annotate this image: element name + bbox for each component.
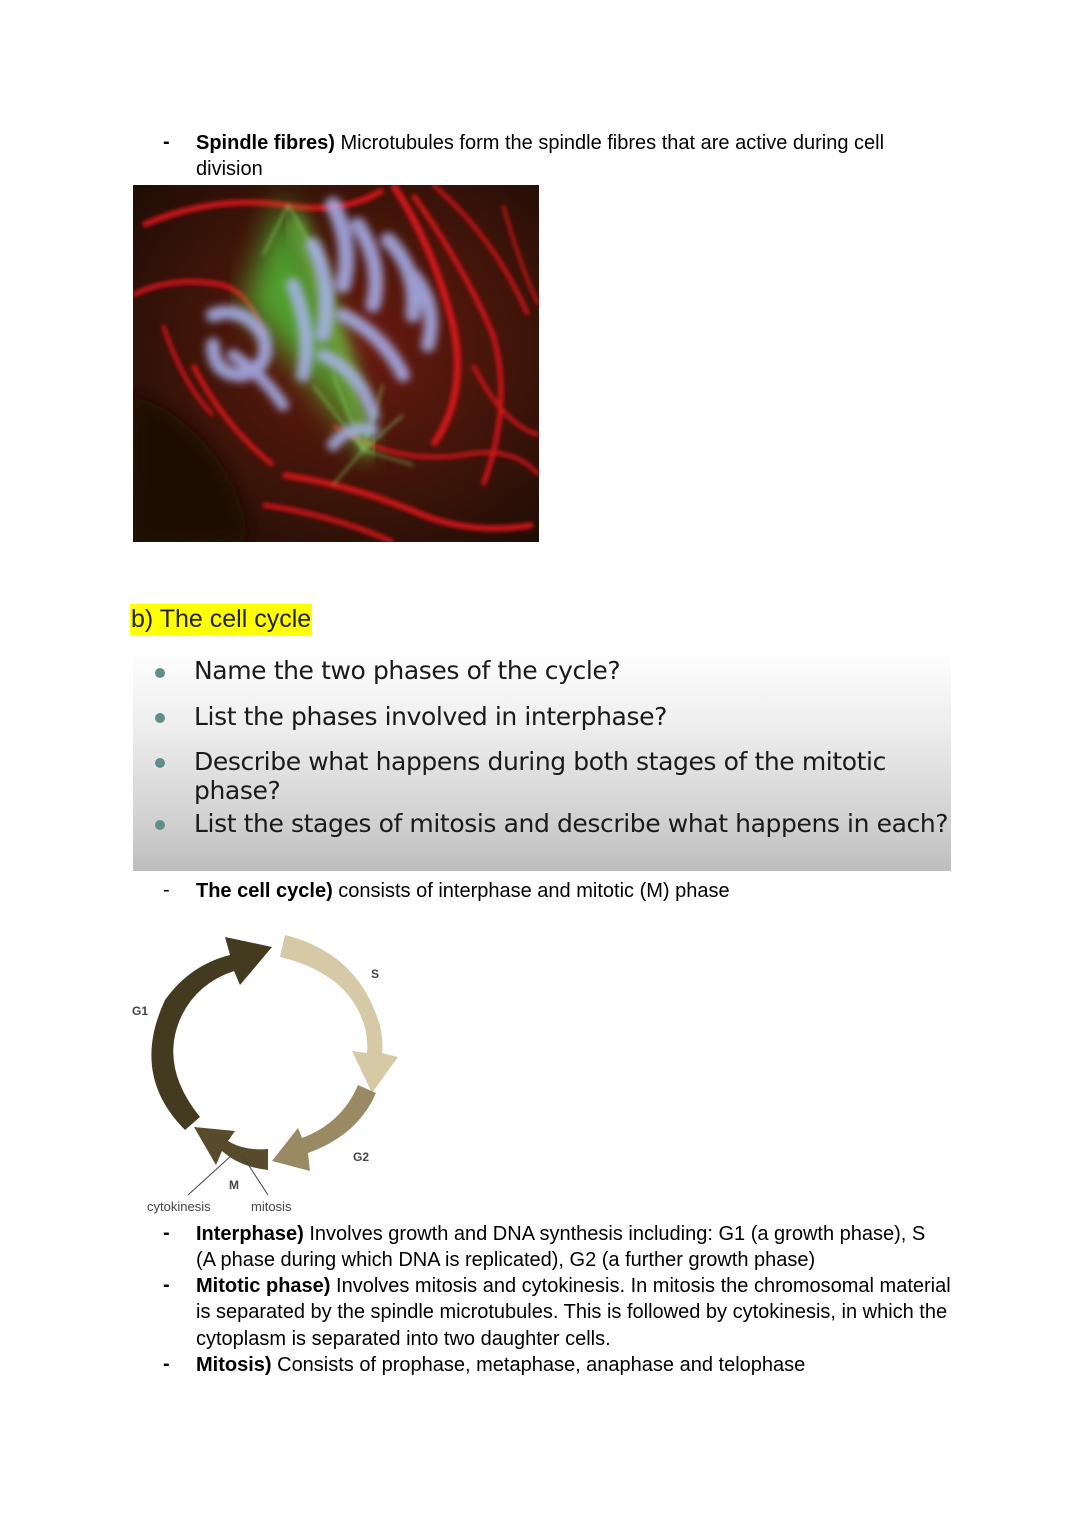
question-item: Name the two phases of the cycle? [194,656,621,685]
label-cytokinesis: cytokinesis [147,1199,211,1214]
bullet-dot-icon [155,758,165,768]
bullet-dot-icon [155,820,165,830]
cell-cycle-text: consists of interphase and mitotic (M) phase [332,880,730,902]
g1-arrow [151,937,272,1130]
question-item: List the stages of mitosis and describe what happens in each? [194,809,949,838]
cell-cycle-diagram [120,925,420,1220]
interphase-paragraph [196,1221,925,1274]
bullet-dash: - [163,1274,170,1296]
spindle-text-cont: division [196,158,263,181]
mitotic-line1: Involves mitosis and cytokinesis. In mitosis the chromosomal material [330,1275,951,1297]
mitotic-line3: cytoplasm is separated into two daughter cells. [196,1327,611,1350]
term-interphase: Interphase) [196,1223,304,1245]
cell-cycle-intro [196,878,730,904]
spindle-micrograph-image [133,185,539,542]
interphase-line1: Involves growth and DNA synthesis including: G1 (a growth phase), S [303,1223,926,1245]
section-heading: b) The cell cycle [131,605,312,633]
cytokinesis-pointer-line [188,1155,232,1195]
label-g2: G2 [353,1150,370,1164]
label-g1: G1 [132,1004,149,1018]
bullet-dash: - [163,1222,170,1244]
bullet-dash: - [163,1353,170,1375]
label-m: M [229,1178,239,1192]
spindle-text: Microtubules form the spindle fibres that are active during cell [334,132,885,154]
interphase-line2: (A phase during which DNA is replicated), G2 (a further growth phase) [196,1249,816,1272]
spindle-fibres-paragraph [196,130,884,183]
mitotic-phase-paragraph [196,1273,951,1352]
mitosis-line1: Consists of prophase, metaphase, anaphase and telophase [271,1354,806,1376]
term-cell-cycle: The cell cycle) [196,880,333,902]
mitosis-paragraph [196,1352,805,1378]
label-mitosis: mitosis [251,1199,292,1214]
questions-panel [133,648,951,871]
question-item: Describe what happens during both stages of the mitotic phase? [194,747,886,805]
bullet-dash: - [163,131,170,153]
term-spindle-fibres: Spindle fibres) [196,132,335,154]
term-mitotic-phase: Mitotic phase) [196,1275,331,1297]
s-arrow [280,935,398,1093]
bullet-dot-icon [155,668,165,678]
m-arrow [194,1127,268,1170]
label-s: S [371,967,380,981]
bullet-dash: - [163,879,170,901]
bullet-dot-icon [155,713,165,723]
mitotic-line2: is separated by the spindle microtubules. This is followed by cytokinesis, in which the [196,1301,948,1324]
question-item: List the phases involved in interphase? [194,702,667,731]
term-mitosis: Mitosis) [196,1354,272,1376]
